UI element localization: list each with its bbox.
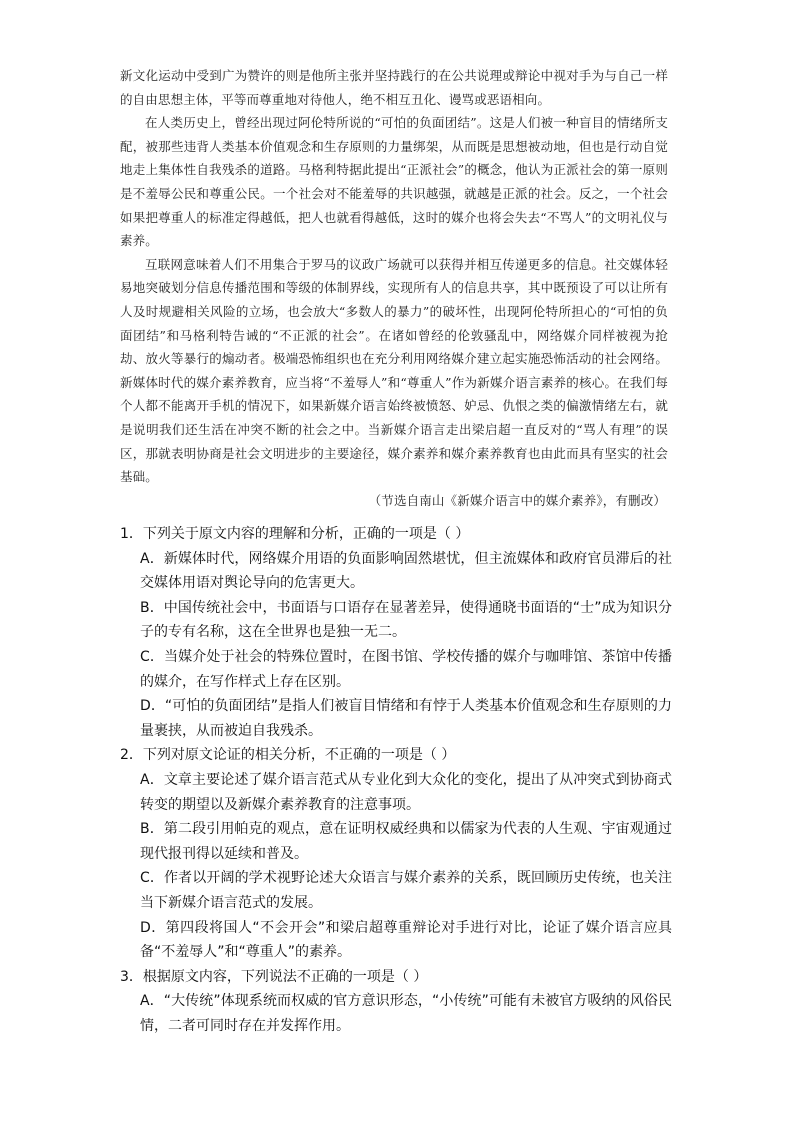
reading-passage (120, 64, 668, 512)
question-stem: 3．根据原文内容，下列说法不正确的一项是（ ） (120, 968, 428, 985)
question-2 (120, 743, 672, 964)
option-a: A．“大传统”体现系统而权威的官方意识形态，“小传统”可能有未被官方吸纳的风俗民情，二者可同时存在并发挥作用。 (140, 993, 672, 1034)
option-a: A．文章主要论述了媒介语言范式从专业化到大众化的变化，提出了从冲突式到协商式转变的期望以及新媒介素养教育的注意事项。 (140, 771, 672, 813)
question-stem: 1．下列关于原文内容的理解和分析，正确的一项是（ ） (120, 526, 470, 542)
question-list (120, 522, 672, 1038)
passage-paragraph-3: 互联网意味着人们不用集合于罗马的议政广场就可以获得并相互传递更多的信息。社交媒体轻易地突破划分信息传播范围和等级的体制界线，实现所有人的信息共享，其中既预设了可以让所有人及时规避相关风险的立场，也会放大“多数人的暴力”的破坏性，出现阿伦特所担心的“可怕的负面团结”和马格利特告诫的“不正派的社会”。在诸如曾经的伦敦骚乱中，网络媒介同样被视为抢劫、放火等暴行的煽动者。极端恐怖组织也在充分利用网络媒介建立起实施恐怖活动的社会网络。新媒体时代的媒介素养教育，应当将“不羞辱人”和“尊重人”作为新媒介语言素养的核心。在我们每个人都不能离开手机的情况下，如果新媒介语言始终被愤怒、妒忌、仇恨之类的偏激情绪左右，就是说明我们还生活在冲突不断的社会之中。当新媒介语言走出梁启超一直反对的“骂人有理”的误区，那就表明协商是社会文明进步的主要途径，媒介素养和媒介素养教育也由此而具有坚实的社会基础。 (120, 256, 668, 485)
passage-paragraph-2: 在人类历史上，曾经出现过阿伦特所说的“可怕的负面团结”。这是人们被一种盲目的情绪所支配，被那些违背人类基本价值观念和生存原则的力量绑架，从而既是思想被动地，但也是行动自觉地走上集体性自我残杀的道路。马格利特据此提出“正派社会”的概念，他认为正派社会的第一原则是不羞辱公民和尊重公民。一个社会对不能羞辱的共识越强，就越是正派的社会。反之，一个社会如果把尊重人的标准定得越低，把人也就看得越低，这时的媒介也将会失去“不骂人”的文明礼仪与素养。 (120, 115, 668, 249)
option-c: C．作者以开阔的学术视野论述大众语言与媒介素养的关系，既回顾历史传统，也关注当下新媒介语言范式的发展。 (140, 870, 672, 911)
question-stem: 2．下列对原文论证的相关分析，不正确的一项是（ ） (120, 747, 456, 764)
option-d: D．“可怕的负面团结”是指人们被盲目情绪和有悖于人类基本价值观念和生存原则的力量裹挟，从而被迫自我残杀。 (140, 698, 672, 739)
passage-source: （节选自南山《新媒介语言中的媒介素养》，有删改） (368, 492, 666, 508)
option-a: A．新媒体时代，网络媒介用语的负面影响固然堪忧，但主流媒体和政府官员滞后的社交媒体用语对舆论导向的危害更大。 (140, 550, 672, 592)
option-c: C．当媒介处于社会的特殊位置时，在图书馆、学校传播的媒介与咖啡馆、茶馆中传播的媒介，在写作样式上存在区别。 (140, 648, 672, 690)
passage-paragraph-1: 新文化运动中受到广为赞许的则是他所主张并坚持践行的在公共说理或辩论中视对手为与自己一样的自由思想主体，平等而尊重地对待他人，绝不相互丑化、谩骂或恶语相向。 (120, 68, 668, 107)
option-d: D．第四段将国人“不会开会”和梁启超尊重辩论对手进行对比，论证了媒介语言应具备“不羞辱人”和“尊重人”的素养。 (140, 919, 672, 961)
option-b: B．中国传统社会中，书面语与口语存在显著差异，使得通晓书面语的“士”成为知识分子的专有名称，这在全世界也是独一无二。 (140, 599, 672, 641)
question-1 (120, 522, 672, 743)
option-b: B．第二段引用帕克的观点，意在证明权威经典和以儒家为代表的人生观、宇宙观通过现代报刊得以延续和普及。 (140, 821, 672, 862)
question-3 (120, 965, 672, 1039)
